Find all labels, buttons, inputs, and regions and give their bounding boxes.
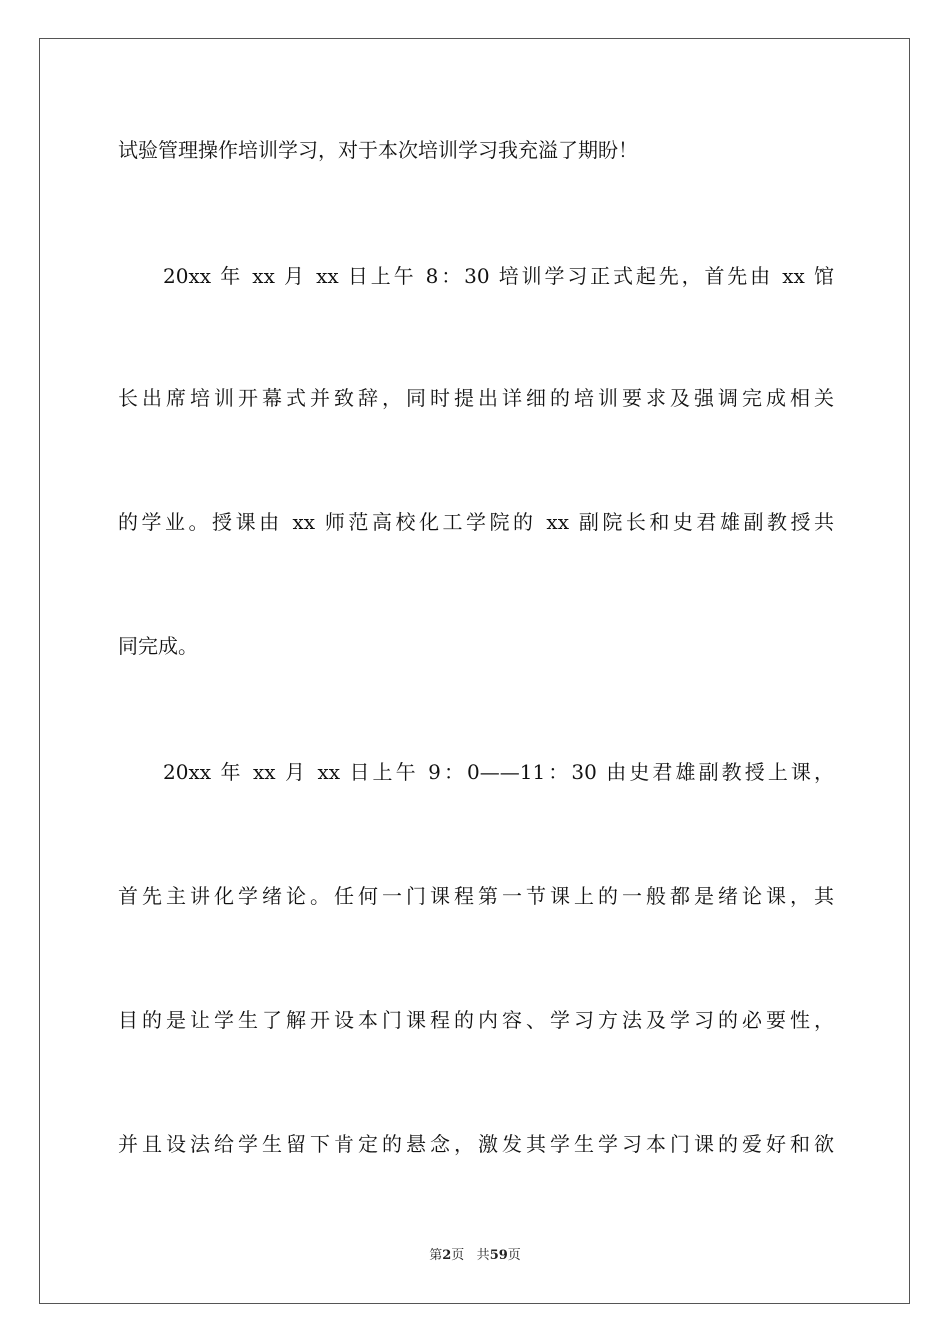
- paragraph-line-1: 试验管理操作培训学习，对于本次培训学习我充溢了期盼！: [118, 138, 638, 162]
- footer-total-pages: 59: [489, 1248, 508, 1263]
- paragraph-line-6: 20xx 年 xx 月 xx 日上午 9：0——11：30 由史君雄副教授上课，: [163, 760, 834, 784]
- paragraph-line-8: 目的是让学生了解开设本门课程的内容、学习方法及学习的必要性，: [118, 1008, 834, 1032]
- footer-total-prefix: 共: [476, 1248, 490, 1263]
- footer-page-suffix: 页: [451, 1248, 465, 1263]
- paragraph-line-7: 首先主讲化学绪论。任何一门课程第一节课上的一般都是绪论课，其: [118, 884, 834, 908]
- page-footer: [0, 1247, 950, 1265]
- footer-page-prefix: 第: [429, 1248, 443, 1263]
- paragraph-line-5: 同完成。: [118, 634, 198, 658]
- footer-page-number: 2: [442, 1248, 452, 1263]
- paragraph-line-4: 的学业。授课由 xx 师范高校化工学院的 xx 副院长和史君雄副教授共: [118, 510, 834, 534]
- paragraph-line-9: 并且设法给学生留下肯定的悬念，激发其学生学习本门课的爱好和欲: [118, 1132, 834, 1156]
- page-frame: [39, 38, 910, 1304]
- paragraph-line-3: 长出席培训开幕式并致辞，同时提出详细的培训要求及强调完成相关: [118, 386, 834, 410]
- paragraph-line-2: 20xx 年 xx 月 xx 日上午 8：30 培训学习正式起先，首先由 xx 馆: [163, 264, 834, 288]
- footer-total-suffix: 页: [507, 1248, 521, 1263]
